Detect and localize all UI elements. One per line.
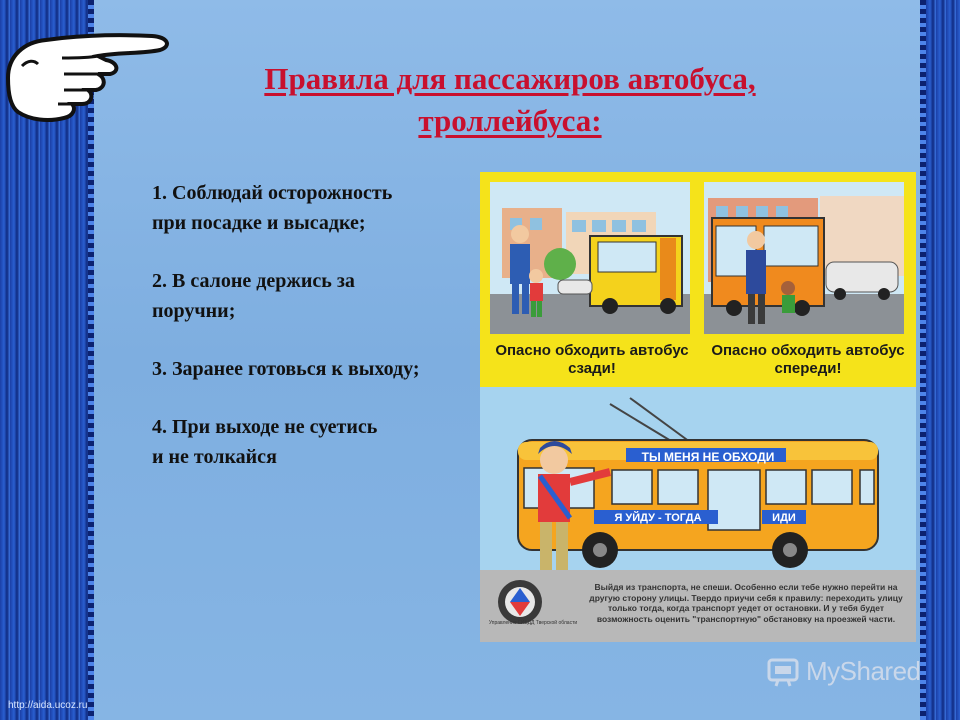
title-line-1: Правила для пассажиров автобуса, <box>264 61 756 96</box>
trolleybus-sign-go: ИДИ <box>772 512 796 524</box>
rule-2: 2. В салоне держись за поручни; <box>152 270 355 322</box>
poster-illustration <box>480 172 916 642</box>
right-decorative-border <box>926 0 960 720</box>
caption-front-bus: Опасно обходить автобус спереди! <box>711 342 905 377</box>
gibdd-emblem-caption: Управление ГИБДД Тверской области <box>488 620 578 626</box>
caption-behind-bus: Опасно обходить автобус сзади! <box>495 342 689 377</box>
trolleybus-sign-top: ТЫ МЕНЯ НЕ ОБХОДИ <box>641 450 775 464</box>
rule-1: 1. Соблюдай осторожность при посадке и высадке; <box>152 182 393 234</box>
rule-3: 3. Заранее готовься к выходу; <box>152 358 420 380</box>
poster-footer-text: Выйдя из транспорта, не спеши. Особенно если тебе нужно перейти на другую сторону улицы. Твердо приучи себя к правилу: переходить улицу только тогда, когда транспорт уедет от остановки. И у тебя будет возможность оценить "транспортную" обстановку на проезжей части. <box>589 582 903 624</box>
safety-poster <box>480 172 916 642</box>
slide-title <box>150 58 870 142</box>
watermark-text: MyShared <box>806 655 921 686</box>
rule-4: 4. При выходе не суетись и не толкайся <box>152 416 378 468</box>
myshared-logo-icon <box>766 654 800 688</box>
rules-list <box>152 178 482 500</box>
trolleybus-sign-middle: Я УЙДУ - ТОГДА <box>614 512 702 524</box>
myshared-watermark <box>766 654 921 688</box>
source-url: http://aida.ucoz.ru <box>8 700 88 711</box>
title-line-2: троллейбуса: <box>418 103 602 138</box>
